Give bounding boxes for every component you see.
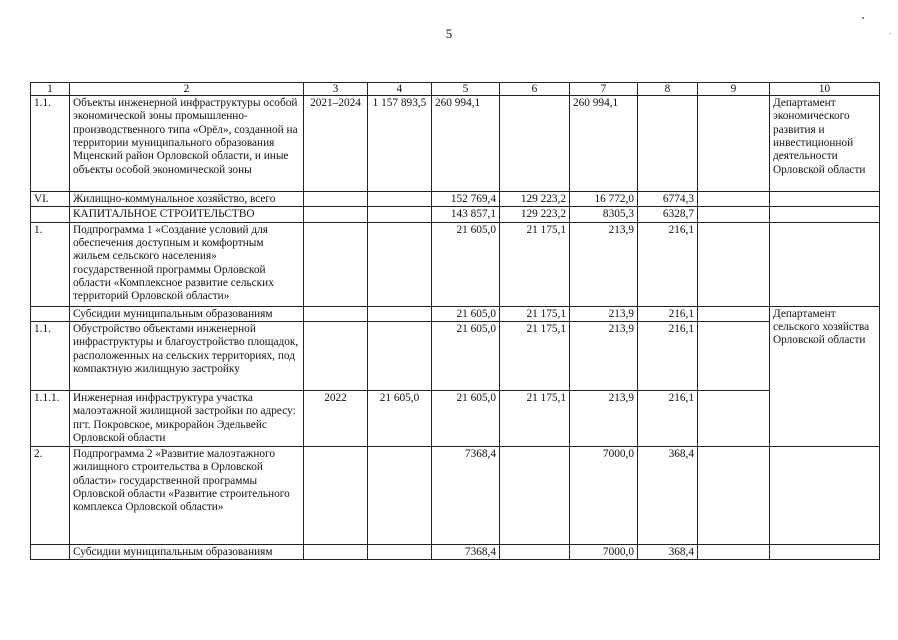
- cell-total-cost: [368, 192, 432, 207]
- cell-col9: [698, 96, 770, 192]
- cell-total: 21 605,0: [432, 306, 500, 321]
- table-row: [31, 306, 880, 321]
- cell-federal: [500, 446, 570, 544]
- cell-department: [770, 544, 880, 559]
- cell-regional: 213,9: [570, 306, 638, 321]
- scan-speck: [890, 33, 891, 34]
- cell-col9: [698, 446, 770, 544]
- cell-federal: 129 223,2: [500, 192, 570, 207]
- column-header: 7: [570, 83, 638, 96]
- row-name: Объекты инженерной инфраструктуры особой экономической зоны промышленно-производственного типа «Орёл», созданной на территории муниципального образования Мценский район Орловской области, и иные объекты особой экономической зоны: [70, 96, 304, 192]
- cell-regional: 8305,3: [570, 207, 638, 222]
- row-name: Субсидии муниципальным образованиям: [70, 544, 304, 559]
- column-header: 6: [500, 83, 570, 96]
- row-number: [31, 207, 70, 222]
- cell-regional: 213,9: [570, 321, 638, 390]
- cell-department: Департамент сельского хозяйства Орловской области: [770, 306, 880, 446]
- cell-col9: [698, 390, 770, 446]
- table-row: [31, 390, 880, 446]
- cell-local: 6774,3: [638, 192, 698, 207]
- cell-total: 152 769,4: [432, 192, 500, 207]
- row-number: 1.1.1.: [31, 390, 70, 446]
- table-row: [31, 544, 880, 559]
- cell-regional: 7000,0: [570, 544, 638, 559]
- cell-federal: 21 175,1: [500, 390, 570, 446]
- cell-total: 7368,4: [432, 544, 500, 559]
- cell-total-cost: 21 605,0: [368, 390, 432, 446]
- row-number: 1.: [31, 222, 70, 306]
- cell-federal: [500, 544, 570, 559]
- row-number: 2.: [31, 446, 70, 544]
- cell-local: 368,4: [638, 446, 698, 544]
- cell-local: 216,1: [638, 321, 698, 390]
- column-header: 5: [432, 83, 500, 96]
- table-row: [31, 446, 880, 544]
- column-header: 9: [698, 83, 770, 96]
- column-header: 10: [770, 83, 880, 96]
- cell-federal: 21 175,1: [500, 222, 570, 306]
- cell-col9: [698, 544, 770, 559]
- cell-department: Департамент экономического развития и инвестиционной деятельности Орловской области: [770, 96, 880, 192]
- cell-local: 216,1: [638, 222, 698, 306]
- row-number: [31, 306, 70, 321]
- row-name: Обустройство объектами инженерной инфраструктуры и благоустройство площадок, расположенных на сельских территориях, под компактную жилищную застройку: [70, 321, 304, 390]
- cell-department: [770, 222, 880, 306]
- table-row: [31, 207, 880, 222]
- cell-total-cost: [368, 306, 432, 321]
- row-number: 1.1.: [31, 321, 70, 390]
- row-number: 1.1.: [31, 96, 70, 192]
- cell-col9: [698, 321, 770, 390]
- table-row: [31, 192, 880, 207]
- cell-federal: 129 223,2: [500, 207, 570, 222]
- cell-period: [304, 207, 368, 222]
- cell-total-cost: [368, 207, 432, 222]
- row-name: Инженерная инфраструктура участка малоэтажной жилищной застройки по адресу: пгт. Покровское, микрорайон Эдельвейс Орловской области: [70, 390, 304, 446]
- cell-local: [638, 96, 698, 192]
- cell-total: 7368,4: [432, 446, 500, 544]
- table-row: [31, 96, 880, 192]
- cell-period: [304, 306, 368, 321]
- cell-total-cost: 1 157 893,5: [368, 96, 432, 192]
- page-number: 5: [445, 26, 453, 41]
- cell-total: 21 605,0: [432, 321, 500, 390]
- cell-period: [304, 544, 368, 559]
- row-name: Субсидии муниципальным образованиям: [70, 306, 304, 321]
- column-header: 2: [70, 83, 304, 96]
- cell-period: 2022: [304, 390, 368, 446]
- cell-department: [770, 192, 880, 207]
- cell-total: 260 994,1: [432, 96, 500, 192]
- cell-total-cost: [368, 446, 432, 544]
- cell-regional: 213,9: [570, 222, 638, 306]
- cell-col9: [698, 222, 770, 306]
- cell-local: 368,4: [638, 544, 698, 559]
- cell-total: 21 605,0: [432, 390, 500, 446]
- cell-period: [304, 192, 368, 207]
- cell-period: [304, 222, 368, 306]
- cell-period: [304, 321, 368, 390]
- cell-local: 216,1: [638, 390, 698, 446]
- table-row: [31, 222, 880, 306]
- cell-total-cost: [368, 222, 432, 306]
- cell-total: 21 605,0: [432, 222, 500, 306]
- column-header: 3: [304, 83, 368, 96]
- cell-federal: [500, 96, 570, 192]
- table-row: [31, 321, 880, 390]
- column-header: 8: [638, 83, 698, 96]
- cell-col9: [698, 306, 770, 321]
- row-name: Жилищно-коммунальное хозяйство, всего: [70, 192, 304, 207]
- cell-local: 6328,7: [638, 207, 698, 222]
- row-name: КАПИТАЛЬНОЕ СТРОИТЕЛЬСТВО: [70, 207, 304, 222]
- row-number: [31, 544, 70, 559]
- cell-total-cost: [368, 544, 432, 559]
- cell-department: [770, 446, 880, 544]
- cell-col9: [698, 192, 770, 207]
- column-header: 4: [368, 83, 432, 96]
- row-name: Подпрограмма 1 «Создание условий для обеспечения доступным и комфортным жильем сельского населения» государственной программы Орловской области «Комплексное развитие сельских территорий Орловской области»: [70, 222, 304, 306]
- cell-total-cost: [368, 321, 432, 390]
- scan-speck: [862, 17, 864, 19]
- cell-col9: [698, 207, 770, 222]
- cell-regional: 213,9: [570, 390, 638, 446]
- cell-period: [304, 446, 368, 544]
- cell-regional: 260 994,1: [570, 96, 638, 192]
- cell-federal: 21 175,1: [500, 321, 570, 390]
- budget-table: [30, 82, 880, 560]
- cell-department: [770, 207, 880, 222]
- cell-total: 143 857,1: [432, 207, 500, 222]
- cell-federal: 21 175,1: [500, 306, 570, 321]
- column-header: 1: [31, 83, 70, 96]
- row-number: VI.: [31, 192, 70, 207]
- header-row: [31, 83, 880, 96]
- cell-regional: 7000,0: [570, 446, 638, 544]
- cell-period: 2021–2024: [304, 96, 368, 192]
- cell-local: 216,1: [638, 306, 698, 321]
- cell-regional: 16 772,0: [570, 192, 638, 207]
- row-name: Подпрограмма 2 «Развитие малоэтажного жилищного строительства в Орловской области» государственной программы Орловской области «Развитие строительного комплекса Орловской области»: [70, 446, 304, 544]
